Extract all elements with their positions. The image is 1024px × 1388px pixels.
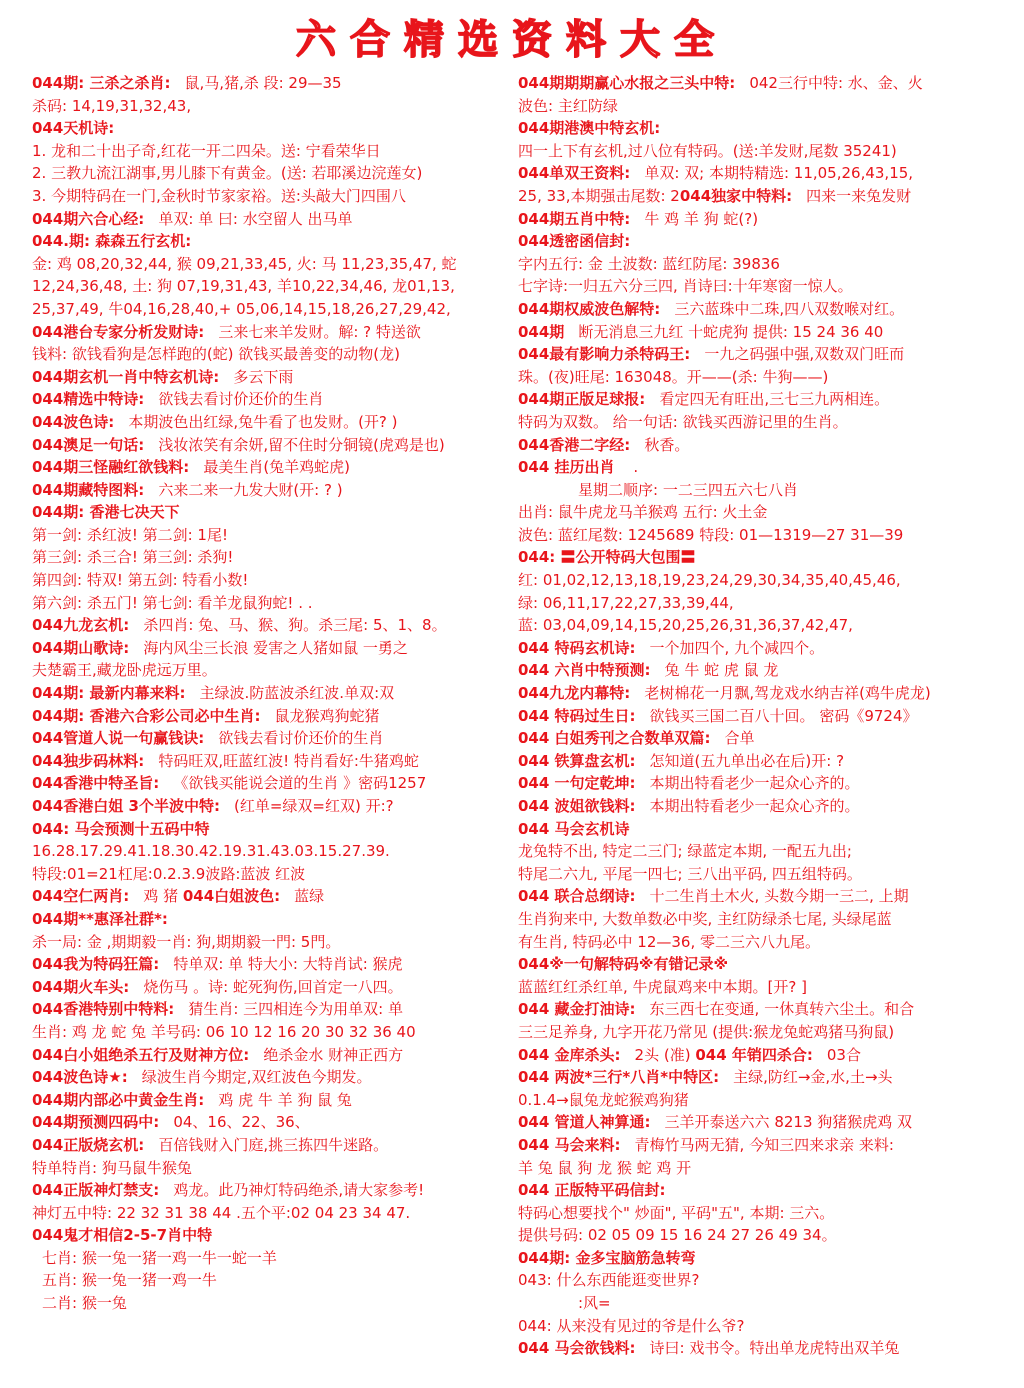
text-line (32, 140, 504, 163)
text-line (32, 772, 504, 795)
text-line (32, 1089, 504, 1112)
item-text: 欲钱去看讨价还价的生肖 (218, 729, 384, 748)
item-text: 秋香。 (644, 435, 690, 454)
text-line (518, 321, 996, 344)
item-text: 鸡 虎 牛 羊 狗 鼠 兔 (218, 1090, 352, 1109)
item-text: 一个加四个, 九个减四个。 (649, 638, 825, 657)
item-heading: 044九龙内幕特: (518, 684, 631, 703)
item-text: 断无消息三九红 十蛇虎狗 提供: 15 24 36 40 (578, 322, 884, 341)
text-line (518, 1202, 996, 1225)
text-line (518, 1044, 996, 1067)
text-line (518, 682, 996, 705)
text-line (518, 637, 996, 660)
item-heading: 044澳足一句话: (32, 435, 145, 454)
item-text: 单双: 单 曰: 水空留人 出马单 (158, 209, 353, 228)
item-text: 珠。(夜)旺尾: 163048。开——(杀: 牛狗——) (518, 367, 829, 386)
item-heading: 044期: 香港七决天下 (32, 503, 180, 522)
item-text: 第三剑: 杀三合! 第三剑: 杀狗! (32, 548, 234, 567)
item-text: 有生肖, 特码必中 12—36, 零二三六八九尾。 (518, 932, 821, 951)
text-line (518, 1224, 996, 1247)
text-line (518, 1089, 996, 1112)
item-text: 第六剑: 杀五门! 第七剑: 看羊龙鼠狗蛇! . . (32, 593, 313, 612)
text-line (518, 614, 996, 637)
item-heading: 044天机诗: (32, 119, 115, 138)
item-text: 三羊开泰送六六 8213 狗猪猴虎鸡 双 (664, 1113, 913, 1132)
text-line (518, 253, 996, 276)
text-line (32, 275, 504, 298)
item-text: 25, 33,本期强击尾数: 2 (518, 186, 680, 205)
item-heading: 044白小姐绝杀五行及财神方位: (32, 1045, 250, 1064)
text-line (518, 298, 996, 321)
text-line (518, 659, 996, 682)
item-heading: 044香港二字经: (518, 435, 631, 454)
item-text: 诗曰: 戏书令。特出单龙虎特出双羊兔 (649, 1339, 900, 1358)
text-line (518, 343, 996, 366)
text-line (32, 411, 504, 434)
item-text: 1. 龙和二十出子奇,红花一开二四朵。送: 宁看荣华日 (32, 141, 381, 160)
item-text: 杀四肖: 兔、马、猴、狗。杀三尾: 5、1、8。 (143, 616, 447, 635)
item-heading: 044期 (518, 322, 565, 341)
item-text: 兔 牛 蛇 虎 鼠 龙 (664, 661, 779, 680)
text-line (518, 1292, 996, 1315)
item-heading: 044 马会来料: (518, 1135, 621, 1154)
text-line (518, 727, 996, 750)
item-text: 金: 鸡 08,20,32,44, 猴 09,21,33,45, 火: 马 11,23,35,47, 蛇 (32, 254, 457, 273)
item-text: 红: 01,02,12,13,18,19,23,24,29,30,34,35,40,45,46, (518, 571, 901, 590)
item-heading: 044港台专家分析发财诗: (32, 322, 205, 341)
text-line (32, 1224, 504, 1247)
text-line (518, 208, 996, 231)
item-text: 03合 (826, 1045, 861, 1064)
item-text: 第一剑: 杀红波! 第二剑: 1尾! (32, 525, 228, 544)
text-line (32, 1157, 504, 1180)
item-text: 出肖: 鼠牛虎龙马羊猴鸡 五行: 火土金 (518, 503, 768, 522)
text-line (32, 456, 504, 479)
text-line (518, 388, 996, 411)
item-heading: 044 马会欲钱料: (518, 1339, 636, 1358)
text-line (518, 456, 996, 479)
item-heading: 044期预测四码中: (32, 1113, 160, 1132)
text-line (32, 343, 504, 366)
item-text: 夫楚霸王,藏龙卧虎远万里。 (32, 661, 217, 680)
item-heading: 044期港澳中特玄机: (518, 119, 661, 138)
item-text: 怎知道(五九单出必在后)开: ? (649, 751, 845, 770)
item-heading: 044精选中特诗: (32, 390, 145, 409)
item-text: 字内五行: 金 土波数: 蓝红防尾: 39836 (518, 254, 780, 273)
text-line (32, 569, 504, 592)
text-line (32, 501, 504, 524)
text-line (518, 569, 996, 592)
item-heading: 044期正版足球报: (518, 390, 646, 409)
item-text: 特码旺双,旺蓝红波! 特肖看好:牛猪鸡蛇 (158, 751, 419, 770)
item-text: 浅妆浓笑有余妍,留不住时分铜镜(虎鸡是也) (158, 435, 445, 454)
text-line (518, 524, 996, 547)
text-line (518, 908, 996, 931)
item-text: 043: 什么东西能逛变世界? (518, 1271, 700, 1290)
item-heading: 044波色诗: (32, 412, 115, 431)
item-heading: 044期: 香港六合彩公司必中生肖: (32, 706, 261, 725)
text-line (32, 162, 504, 185)
item-text: 本期出特看老少一起众心齐的。 (649, 774, 860, 793)
item-text: 特尾二六九, 平尾一四七; 三八出平码, 四五组特码。 (518, 864, 862, 883)
item-text: 牛 鸡 羊 狗 蛇(?) (644, 209, 759, 228)
text-line (518, 479, 996, 502)
item-text: 杀码: 14,19,31,32,43, (32, 96, 192, 115)
item-text: 七肖: 猴一兔一猪一鸡一牛一蛇一羊 (42, 1248, 277, 1267)
text-line (518, 411, 996, 434)
text-line (32, 998, 504, 1021)
item-text: 三六蓝珠中二珠,四八双数喉对红。 (674, 299, 905, 318)
item-heading: 044单双王资料: (518, 164, 631, 183)
text-line (518, 818, 996, 841)
item-heading: 044正版烧玄机: (32, 1135, 145, 1154)
text-line (32, 117, 504, 140)
text-line (32, 1292, 504, 1315)
item-heading: 044管道人说一句赢钱诀: (32, 729, 205, 748)
text-line (518, 1157, 996, 1180)
item-text: 特段:01=21杠尾:0.2.3.9波路:蓝波 红波 (32, 864, 306, 883)
item-text: 042三行中特: 水、金、火 (749, 74, 923, 92)
item-text: 星期二顺序: 一二三四五六七八肖 (578, 480, 798, 499)
item-text: (红单=绿双=红双) 开:? (233, 797, 394, 815)
item-text: . (628, 458, 639, 477)
item-text: 特码心想要找个" 炒面", 平码"五", 本期: 三六。 (518, 1203, 835, 1222)
text-line (518, 976, 996, 999)
text-line (518, 501, 996, 524)
item-heading: 044我为特码狂篇: (32, 955, 160, 974)
text-line (518, 795, 996, 818)
item-text: 杀一局: 金 ,期期毅一肖: 狗,期期毅一門: 5門。 (32, 932, 341, 951)
item-text: 六来二来一九发大财(开: ? ) (158, 480, 343, 499)
item-heading: 044.期: 森森五行玄机: (32, 232, 192, 251)
text-line (518, 185, 996, 208)
text-line (518, 750, 996, 773)
item-heading: 044 一句定乾坤: (518, 774, 636, 793)
text-line (518, 140, 996, 163)
item-text: 特码为双数。 给一句话: 欲钱买西游记里的生肖。 (518, 412, 848, 431)
text-line (518, 1179, 996, 1202)
text-line (32, 1202, 504, 1225)
text-line (32, 298, 504, 321)
text-line (518, 931, 996, 954)
text-line (32, 750, 504, 773)
item-heading: 044※一句解特码※有错记录※ (518, 955, 729, 974)
text-line (32, 1066, 504, 1089)
item-text: 绝杀金水 财神正西方 (263, 1045, 404, 1064)
item-text: 蓝: 03,04,09,14,15,20,25,26,31,36,37,42,47, (518, 616, 853, 635)
item-heading: 044波色诗★: (32, 1068, 128, 1087)
text-line (32, 908, 504, 931)
item-heading: 044 藏金打油诗: (518, 1000, 636, 1019)
text-line (32, 388, 504, 411)
item-text: 七字诗:一归五六分三四, 肖诗曰:十年寒窗一惊人。 (518, 277, 853, 296)
text-line (32, 1111, 504, 1134)
item-heading: 044期: 三杀之杀肖: (32, 74, 171, 92)
item-text: 绿: 06,11,17,22,27,33,39,44, (518, 593, 734, 612)
left-column (32, 72, 504, 1315)
item-heading: 044 年销四杀合: (695, 1045, 813, 1064)
item-text: 生肖: 鸡 龙 蛇 兔 羊号码: 06 10 12 16 20 30 32 36 40 (32, 1022, 416, 1041)
item-heading: 044白姐波色: (182, 887, 281, 906)
item-heading: 044 金库杀头: (518, 1045, 621, 1064)
item-text: 2头 (准) (634, 1045, 696, 1064)
text-line (32, 208, 504, 231)
item-heading: 044 联合总纲诗: (518, 887, 636, 906)
text-line (518, 1134, 996, 1157)
text-line (518, 840, 996, 863)
item-text: 16.28.17.29.41.18.30.42.19.31.43.03.15.27.39. (32, 842, 390, 861)
item-heading: 044 特码玄机诗: (518, 638, 636, 657)
item-text: 鼠龙猴鸡狗蛇猪 (274, 706, 380, 725)
item-text: 欲钱去看讨价还价的生肖 (158, 390, 324, 409)
text-line (518, 1315, 996, 1338)
item-text: 神灯五中特: 22 32 31 38 44 .五个平:02 04 23 34 47. (32, 1203, 411, 1222)
item-heading: 044: 马会预测十五码中特 (32, 819, 210, 838)
item-heading: 044香港特别中特料: (32, 1000, 175, 1019)
text-line (32, 321, 504, 344)
item-heading: 044 马会玄机诗 (518, 819, 630, 838)
item-text: 老树棉花一月飘,驾龙戏水纳吉祥(鸡牛虎龙) (644, 684, 931, 703)
text-line (32, 546, 504, 569)
item-heading: 044 管道人神算通: (518, 1113, 651, 1132)
text-line (518, 162, 996, 185)
text-line (32, 1179, 504, 1202)
text-line (518, 998, 996, 1021)
item-heading: 044 白姐秀刊之合数单双篇: (518, 729, 711, 748)
item-heading: 044 铁算盘玄机: (518, 751, 636, 770)
text-line (32, 614, 504, 637)
item-heading: 044: 〓公开特码大包围〓 (518, 548, 696, 567)
item-heading: 044 挂历出肖 (518, 458, 615, 477)
item-heading: 044期内部必中黄金生肖: (32, 1090, 205, 1109)
text-line (32, 953, 504, 976)
text-line (32, 230, 504, 253)
item-heading: 044香港白姐 3个半波中特: (32, 797, 220, 815)
item-text: 波色: 主红防绿 (518, 96, 618, 115)
item-text: 四一上下有玄机,过八位有特码。(送:羊发财,尾数 35241) (518, 141, 897, 160)
item-heading: 044独步码林料: (32, 751, 145, 770)
item-text: 百倍钱财入门庭,挑三拣四牛迷路。 (158, 1135, 389, 1154)
text-line (32, 434, 504, 457)
text-line (32, 931, 504, 954)
text-line (32, 682, 504, 705)
item-text: 主绿波.防蓝波杀红波.单双:双 (199, 684, 395, 703)
text-line (32, 72, 504, 95)
text-line (32, 885, 504, 908)
text-line (32, 524, 504, 547)
item-heading: 044香港中特圣旨: (32, 774, 160, 793)
page-title: 六合精选资料大全 (296, 16, 728, 63)
text-line (518, 230, 996, 253)
item-heading: 044期权威波色解特: (518, 299, 661, 318)
item-heading: 044最有影响力杀特码王: (518, 345, 691, 364)
item-text: 本期波色出红绿,兔牛看了也发财。(开? ) (128, 412, 398, 431)
item-heading: 044期五肖中特: (518, 209, 631, 228)
item-heading: 044期火车头: (32, 977, 130, 996)
item-text: 青梅竹马两无猜, 今知三四来求亲 来料: (634, 1135, 894, 1154)
item-text: 一九之码强中强,双数双门旺而 (704, 345, 905, 364)
item-heading: 044 波姐欲钱料: (518, 797, 636, 815)
text-line (32, 863, 504, 886)
item-text: 本期出特看老少一起众心齐的。 (649, 797, 860, 815)
text-line (518, 1066, 996, 1089)
item-text: 猜生肖: 三四相连今为用单双: 单 (188, 1000, 403, 1019)
item-text: 鸡 猪 (143, 887, 183, 906)
text-line (518, 1111, 996, 1134)
item-heading: 044独家中特料: (679, 186, 793, 205)
item-text: 特单特肖: 狗马鼠牛猴兔 (32, 1158, 192, 1177)
item-text: 最美生肖(兔羊鸡蛇虎) (203, 458, 351, 477)
text-line (518, 1247, 996, 1270)
item-text: 五肖: 猴一兔一猪一鸡一牛 (42, 1271, 217, 1290)
item-text: 25,37,49, 牛04,16,28,40,+ 05,06,14,15,18,26,27,29,42, (32, 299, 451, 318)
text-line (32, 592, 504, 615)
item-heading: 044期**惠泽社群*: (32, 909, 168, 928)
item-text: 044: 从来没有见过的爷是什么爷? (518, 1316, 745, 1335)
text-line (518, 592, 996, 615)
item-text: 三来七来羊发财。解: ? 特送欲 (218, 322, 421, 341)
item-text: 波色: 蓝红尾数: 1245689 特段: 01—1319—27 31—39 (518, 525, 904, 544)
item-text: 龙兔特不出, 特定二三门; 绿蓝定本期, 一配五九出; (518, 842, 852, 861)
item-text: 蓝蓝红红杀红单, 牛虎鼠鸡来中本期。[开? ] (518, 977, 807, 996)
text-line (518, 72, 996, 95)
item-text: 单双: 双; 本期特精选: 11,05,26,43,15, (644, 164, 914, 183)
text-line (32, 185, 504, 208)
text-line (518, 705, 996, 728)
text-line (32, 253, 504, 276)
item-text: 东三西七在变通, 一休真转六尘土。和合 (649, 1000, 915, 1019)
text-line (32, 818, 504, 841)
item-heading: 044期: 金多宝脑筋急转弯 (518, 1248, 696, 1267)
text-line (32, 727, 504, 750)
item-text: 烧伤马 。诗: 蛇死狗伤,回首定一八四。 (143, 977, 403, 996)
text-line (518, 885, 996, 908)
text-line (518, 772, 996, 795)
text-line (32, 95, 504, 118)
item-heading: 044期山歌诗: (32, 638, 130, 657)
text-line (518, 546, 996, 569)
item-text: 生肖狗来中, 大数单数必中奖, 主红防绿杀七尾, 头绿尾蓝 (518, 909, 892, 928)
text-line (518, 953, 996, 976)
text-line (32, 705, 504, 728)
item-text: 《欲钱买能说会道的生肖 》密码1257 (173, 774, 427, 793)
item-heading: 044期玄机一肖中特玄机诗: (32, 367, 220, 386)
item-text: 羊 兔 鼠 狗 龙 猴 蛇 鸡 开 (518, 1158, 692, 1177)
text-line (32, 659, 504, 682)
item-text: 12,24,36,48, 土: 狗 07,19,31,43, 羊10,22,34,46, 龙01,13, (32, 277, 455, 296)
text-line (32, 1269, 504, 1292)
item-heading: 044期六合心经: (32, 209, 145, 228)
item-text: 主绿,防红→金,水,土→头 (733, 1068, 893, 1087)
item-text: 多云下雨 (233, 367, 294, 386)
text-line (32, 1021, 504, 1044)
item-heading: 044鬼才相信2-5-7肖中特 (32, 1226, 213, 1245)
text-line (518, 1269, 996, 1292)
item-heading: 044透密函信封: (518, 232, 631, 251)
item-text: 蓝绿 (294, 887, 325, 906)
text-line (32, 479, 504, 502)
item-text: 第四剑: 特双! 第五剑: 特看小数! (32, 571, 249, 590)
text-line (32, 1247, 504, 1270)
text-line (518, 275, 996, 298)
item-heading: 044期藏特图料: (32, 480, 145, 499)
item-text: 特单双: 单 特大小: 大特肖试: 猴虎 (173, 955, 403, 974)
text-line (32, 366, 504, 389)
item-heading: 044期期期赢心水报之三头中特: (518, 74, 736, 92)
item-text: 十二生肖土木火, 头数今期一三二, 上期 (649, 887, 909, 906)
text-line (32, 637, 504, 660)
text-line (32, 976, 504, 999)
item-text: 钱料: 欲钱看狗是怎样跑的(蛇) 欲钱买最善变的动物(龙) (32, 345, 401, 364)
item-text: 3. 今期特码在一门,金秋时节家家裕。送:头敲大门四围八 (32, 186, 406, 205)
text-line (518, 1337, 996, 1360)
text-line (518, 366, 996, 389)
item-text: 绿波生肖今期定,双红波色今期发。 (141, 1068, 372, 1087)
text-line (518, 434, 996, 457)
item-heading: 044 正版特平码信封: (518, 1181, 666, 1200)
item-text: 提供号码: 02 05 09 15 16 24 27 26 49 34。 (518, 1226, 837, 1245)
item-text: 0.1.4→鼠兔龙蛇猴鸡狗猪 (518, 1090, 689, 1109)
item-heading: 044空仁两肖: (32, 887, 130, 906)
text-line (518, 95, 996, 118)
item-text: 看定四无有旺出,三七三九两相连。 (659, 390, 890, 409)
item-heading: 044正版神灯禁支: (32, 1181, 160, 1200)
item-heading: 044九龙玄机: (32, 616, 130, 635)
item-heading: 044 两波*三行*八肖*中特区: (518, 1068, 720, 1087)
item-text: 合单 (724, 729, 755, 748)
text-line (32, 795, 504, 818)
item-text: :风= (578, 1294, 611, 1313)
item-text: 鼠,马,猪,杀 段: 29—35 (184, 74, 342, 92)
item-text: 海内风尘三长浪 爱害之人猪如鼠 一勇之 (143, 638, 408, 657)
item-text: 欲钱买三国二百八十回。 密码《9724》 (649, 706, 918, 725)
item-text: 2. 三教九流江湖事,男儿膝下有黄金。(送: 若耶溪边浣莲女) (32, 164, 423, 183)
item-text: 鸡龙。此乃神灯特码绝杀,请大家参考! (173, 1181, 425, 1200)
text-line (32, 1044, 504, 1067)
text-line (518, 863, 996, 886)
text-line (518, 1021, 996, 1044)
item-text: 三三足养身, 九字开花乃常见 (提供:猴龙兔蛇鸡猪马狗鼠) (518, 1022, 895, 1041)
item-heading: 044 特码过生日: (518, 706, 636, 725)
item-text: 04、16、22、36、 (173, 1113, 310, 1132)
item-text: 四来一来兔发财 (806, 186, 912, 205)
item-heading: 044期三怪融红欲钱料: (32, 458, 190, 477)
item-heading: 044期: 最新内幕来料: (32, 684, 186, 703)
item-heading: 044 六肖中特预测: (518, 661, 651, 680)
text-line (32, 840, 504, 863)
item-text: 二肖: 猴一兔 (42, 1294, 127, 1313)
text-line (518, 117, 996, 140)
right-column (518, 72, 996, 1360)
text-line (32, 1134, 504, 1157)
